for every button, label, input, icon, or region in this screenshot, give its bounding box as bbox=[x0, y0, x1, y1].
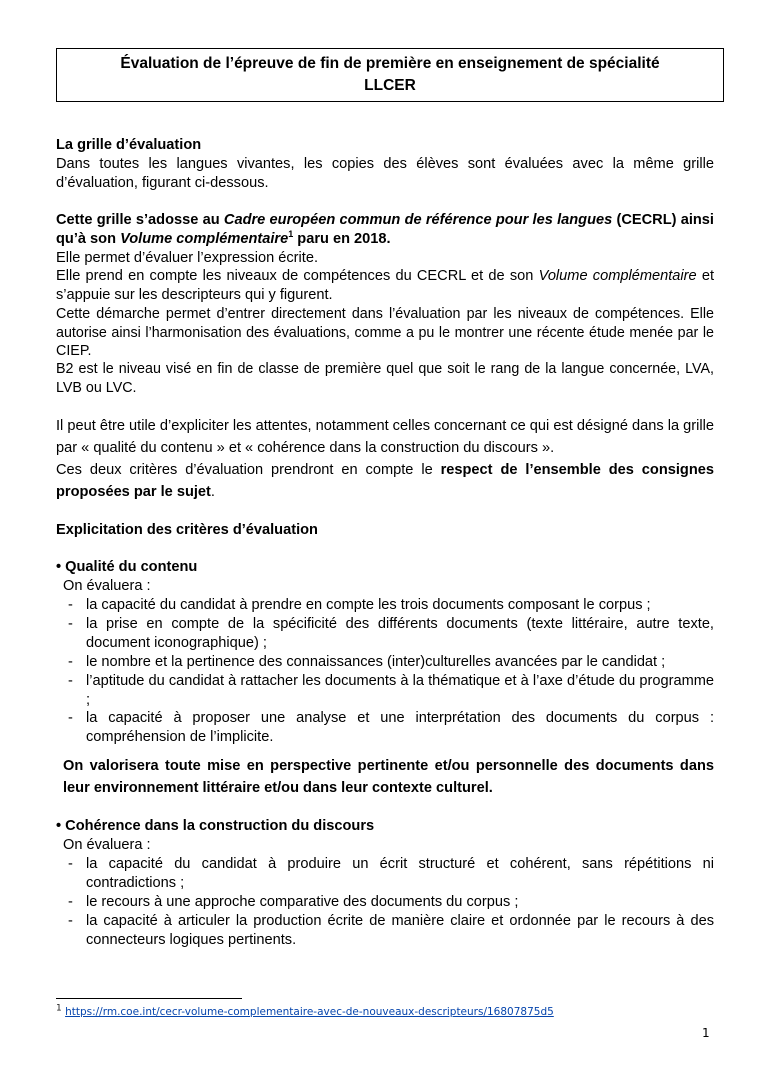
list-item: - la capacité à proposer une analyse et une interprétation des documents du corpus : compréhension de l’implicite. bbox=[64, 709, 714, 747]
qualite-intro: On évaluera : bbox=[63, 578, 151, 595]
grille-text: Dans toutes les langues vivantes, les copies des élèves sont évaluées avec la même grille d’évaluation, figurant ci-dessous. bbox=[56, 155, 714, 191]
consignes-text: Ces deux critères d’évaluation prendront en compte le respect de l’ensemble des consignes proposées par le sujet. bbox=[56, 462, 714, 501]
coherence-list bbox=[56, 855, 714, 950]
cecrl-niveaux: Elle prend en compte les niveaux de compétences du CECRL et de son Volume complémentaire et s’appuie sur les descripteurs qui y figurent. bbox=[56, 268, 714, 304]
body-content bbox=[56, 136, 714, 950]
list-item: - le nombre et la pertinence des connaissances (inter)culturelles avancées par le candidat ; bbox=[64, 653, 714, 672]
page-number: 1 bbox=[702, 1026, 710, 1040]
cecrl-statement: Cette grille s’adosse au Cadre européen commun de référence pour les langues (CECRL) ainsi qu’à son Volume complémentaire$^1$ paru en 2018. bbox=[56, 211, 714, 247]
qualite-emphasis: On valorisera toute mise en perspective pertinente et/ou personnelle des documents dans leur environnement littéraire et/ou dans leur contexte culturel. bbox=[63, 758, 714, 797]
coherence-intro: On évaluera : bbox=[63, 837, 151, 854]
footnote-mark: 1 bbox=[56, 1003, 62, 1014]
list-item: - la capacité du candidat à produire un écrit structuré et cohérent, sans répétitions ni contradictions ; bbox=[64, 855, 714, 893]
cecrl-title: Cadre européen commun de référence pour les langues bbox=[223, 211, 613, 228]
title-line-1: Évaluation de l’épreuve de fin de première en enseignement de spécialité bbox=[120, 55, 660, 72]
cecrl-b2: B2 est le niveau visé en fin de classe de première quel que soit le rang de la langue concernée, LVA, LVB ou LVC. bbox=[56, 361, 714, 396]
consignes-emphasis: respect de l’ensemble des consignes proposées par le sujet bbox=[56, 462, 714, 501]
list-item: - la prise en compte de la spécificité des différents documents (texte littéraire, autre texte, document iconographique) ; bbox=[64, 615, 714, 653]
cecrl-expression: Elle permet d’évaluer l’expression écrite. bbox=[56, 249, 318, 266]
explicitation-heading: Explicitation des critères d’évaluation bbox=[56, 522, 318, 539]
cecrl-demarche: Cette démarche permet d’entrer directement dans l’évaluation par les niveaux de compétences. Elle autorise ainsi l’harmonisation des évaluations, comme a pu le montrer une récente étude menée par le CIEP. bbox=[56, 306, 714, 360]
attentes-text: Il peut être utile d’expliciter les attentes, notamment celles concernant ce qui est désigné dans la grille par « qualité du contenu » et « cohérence dans la construction du discours ». bbox=[56, 418, 714, 457]
coherence-heading: • Cohérence dans la construction du discours bbox=[56, 818, 375, 835]
qualite-list bbox=[56, 596, 714, 747]
qualite-heading: • Qualité du contenu bbox=[56, 559, 198, 576]
list-item: - le recours à une approche comparative des documents du corpus ; bbox=[64, 893, 714, 912]
footnote-divider bbox=[56, 998, 242, 999]
list-item: - la capacité du candidat à prendre en compte les trois documents composant le corpus ; bbox=[64, 596, 714, 615]
grille-heading: La grille d’évaluation bbox=[56, 137, 202, 153]
volume-title: Volume complémentaire bbox=[120, 230, 289, 247]
footnote-ref[interactable]: 1 bbox=[288, 228, 294, 239]
title-box bbox=[56, 48, 724, 102]
list-item: - l’aptitude du candidat à rattacher les documents à la thématique et à l’axe d’étude du programme ; bbox=[64, 672, 714, 710]
footnote bbox=[56, 1003, 554, 1018]
footnote-link[interactable]: https://rm.coe.int/cecr-volume-complementaire-avec-de-nouveaux-descripteurs/16807875d5 bbox=[65, 1006, 554, 1018]
list-item: - la capacité à articuler la production écrite de manière claire et ordonnée par le recours à des connecteurs logiques pertinents. bbox=[64, 912, 714, 950]
title-line-2: LLCER bbox=[364, 77, 416, 94]
